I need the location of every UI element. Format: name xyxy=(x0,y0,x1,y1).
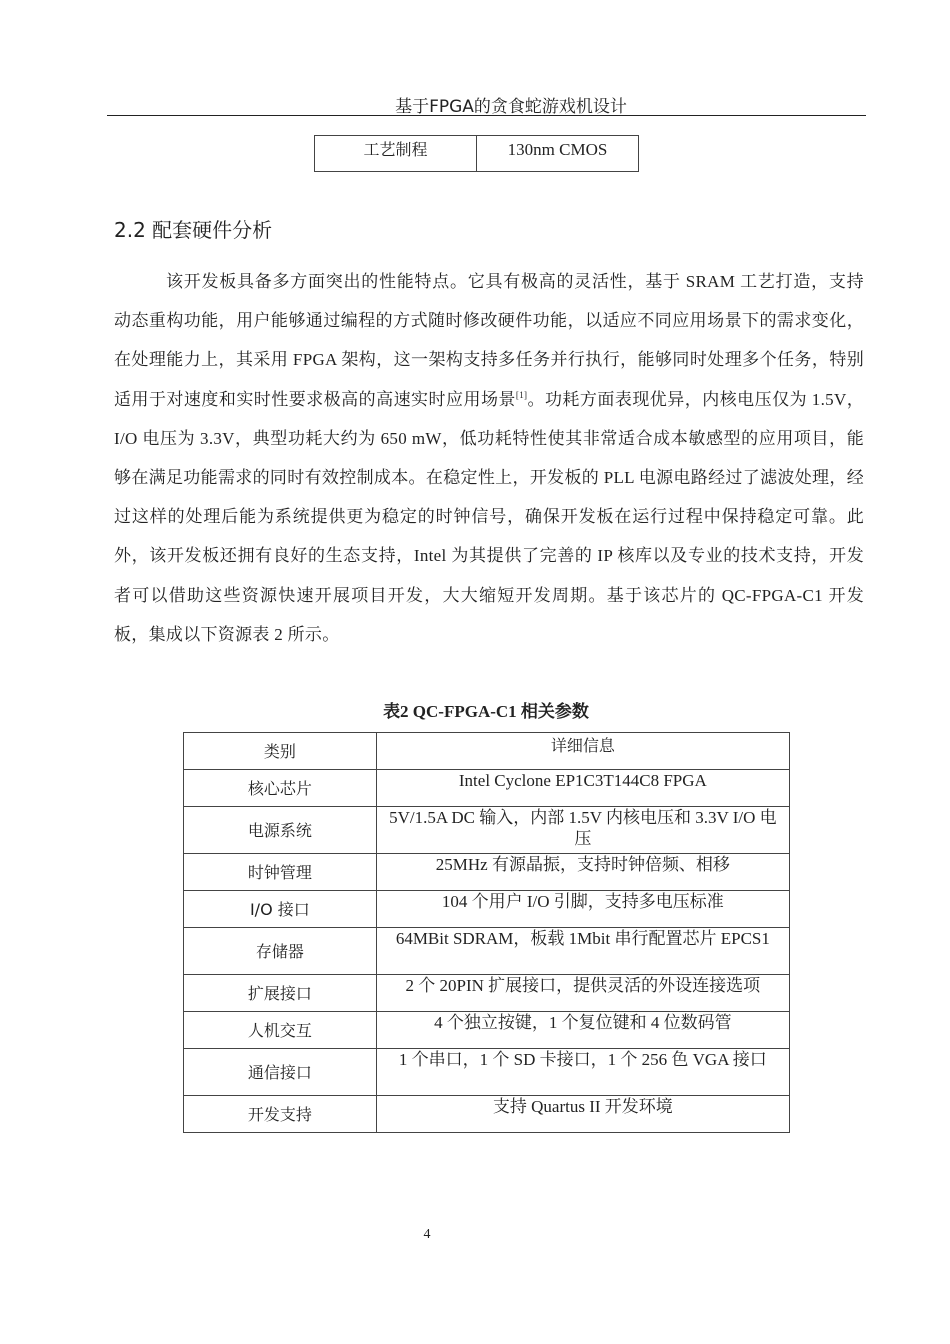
category-cell: 扩展接口 xyxy=(184,975,377,1012)
detail-cell: Intel Cyclone EP1C3T144C8 FPGA xyxy=(376,770,789,807)
category-cell: 人机交互 xyxy=(184,1012,377,1049)
table-row xyxy=(184,1012,790,1049)
table-cell-label: 工艺制程 xyxy=(315,136,477,172)
detail-cell: 64MBit SDRAM，板载 1Mbit 串行配置芯片 EPCS1 xyxy=(376,928,789,975)
table-caption: 表2 QC-FPGA-C1 相关参数 xyxy=(383,702,589,721)
category-cell: 通信接口 xyxy=(184,1049,377,1096)
table-row xyxy=(184,928,790,975)
table-row xyxy=(184,854,790,891)
parameters-table xyxy=(183,732,790,1133)
section-heading: 2.2 配套硬件分析 xyxy=(114,218,273,242)
body-paragraph xyxy=(114,262,864,654)
category-cell: 核心芯片 xyxy=(184,770,377,807)
detail-cell: 104 个用户 I/O 引脚，支持多电压标准 xyxy=(376,891,789,928)
detail-cell: 1 个串口，1 个 SD 卡接口，1 个 256 色 VGA 接口 xyxy=(376,1049,789,1096)
category-cell: I/O 接口 xyxy=(184,891,377,928)
running-header: 基于FPGA的贪食蛇游戏机设计 xyxy=(395,97,627,117)
category-cell: 时钟管理 xyxy=(184,854,377,891)
paragraph-text-part2: 。功耗方面表现优异，内核电压仅为 1.5V，I/O 电压为 3.3V，典型功耗大约为 650 mW，低功耗特性使其非常适合成本敏感型的应用项目，能够在满足功能需求的同时有效控制成本。在稳定性上，开发板的 PLL 电源电路经过了滤波处理，经过这样的处理后能为系统提供更为稳定的时钟信号，确保开发板在运行过程中保持稳定可靠。此外，该开发板还拥有良好的生态支持，Intel 为其提供了完善的 IP 核库以及专业的技术支持，开发者可以借助这些资源快速开展项目开发，大大缩短开发周期。基于该芯片的 QC-FPGA-C1 开发板，集成以下资源表 2 所示。 xyxy=(114,389,864,644)
continued-table xyxy=(314,135,639,172)
table-row xyxy=(184,807,790,854)
detail-cell: 25MHz 有源晶振，支持时钟倍频、相移 xyxy=(376,854,789,891)
detail-cell: 支持 Quartus II 开发环境 xyxy=(376,1096,789,1133)
table-row xyxy=(315,136,639,172)
citation-ref: [1] xyxy=(515,389,528,400)
table-row xyxy=(184,1096,790,1133)
table-row xyxy=(184,975,790,1012)
category-cell: 开发支持 xyxy=(184,1096,377,1133)
header-cell-detail: 详细信息 xyxy=(376,733,789,770)
table-row xyxy=(184,1049,790,1096)
header-cell-category: 类别 xyxy=(184,733,377,770)
category-cell: 存储器 xyxy=(184,928,377,975)
paragraph-text-part1: 该开发板具备多方面突出的性能特点。它具有极高的灵活性，基于 SRAM 工艺打造，支持动态重构功能，用户能够通过编程的方式随时修改硬件功能，以适应不同应用场景下的需求变化，在处理能力上，其采用 FPGA 架构，这一架构支持多任务并行执行，能够同时处理多个任务，特别适用于对速度和实时性要求极高的高速实时应用场景 xyxy=(114,272,864,409)
detail-cell: 4 个独立按键，1 个复位键和 4 位数码管 xyxy=(376,1012,789,1049)
table-cell-value: 130nm CMOS xyxy=(477,136,639,172)
category-cell: 电源系统 xyxy=(184,807,377,854)
table-header-row xyxy=(184,733,790,770)
table-row xyxy=(184,891,790,928)
detail-cell: 5V/1.5A DC 输入，内部 1.5V 内核电压和 3.3V I/O 电压 xyxy=(376,807,789,854)
page-number: 4 xyxy=(423,1227,431,1242)
detail-cell: 2 个 20PIN 扩展接口，提供灵活的外设连接选项 xyxy=(376,975,789,1012)
header-divider xyxy=(107,115,866,116)
table-row xyxy=(184,770,790,807)
